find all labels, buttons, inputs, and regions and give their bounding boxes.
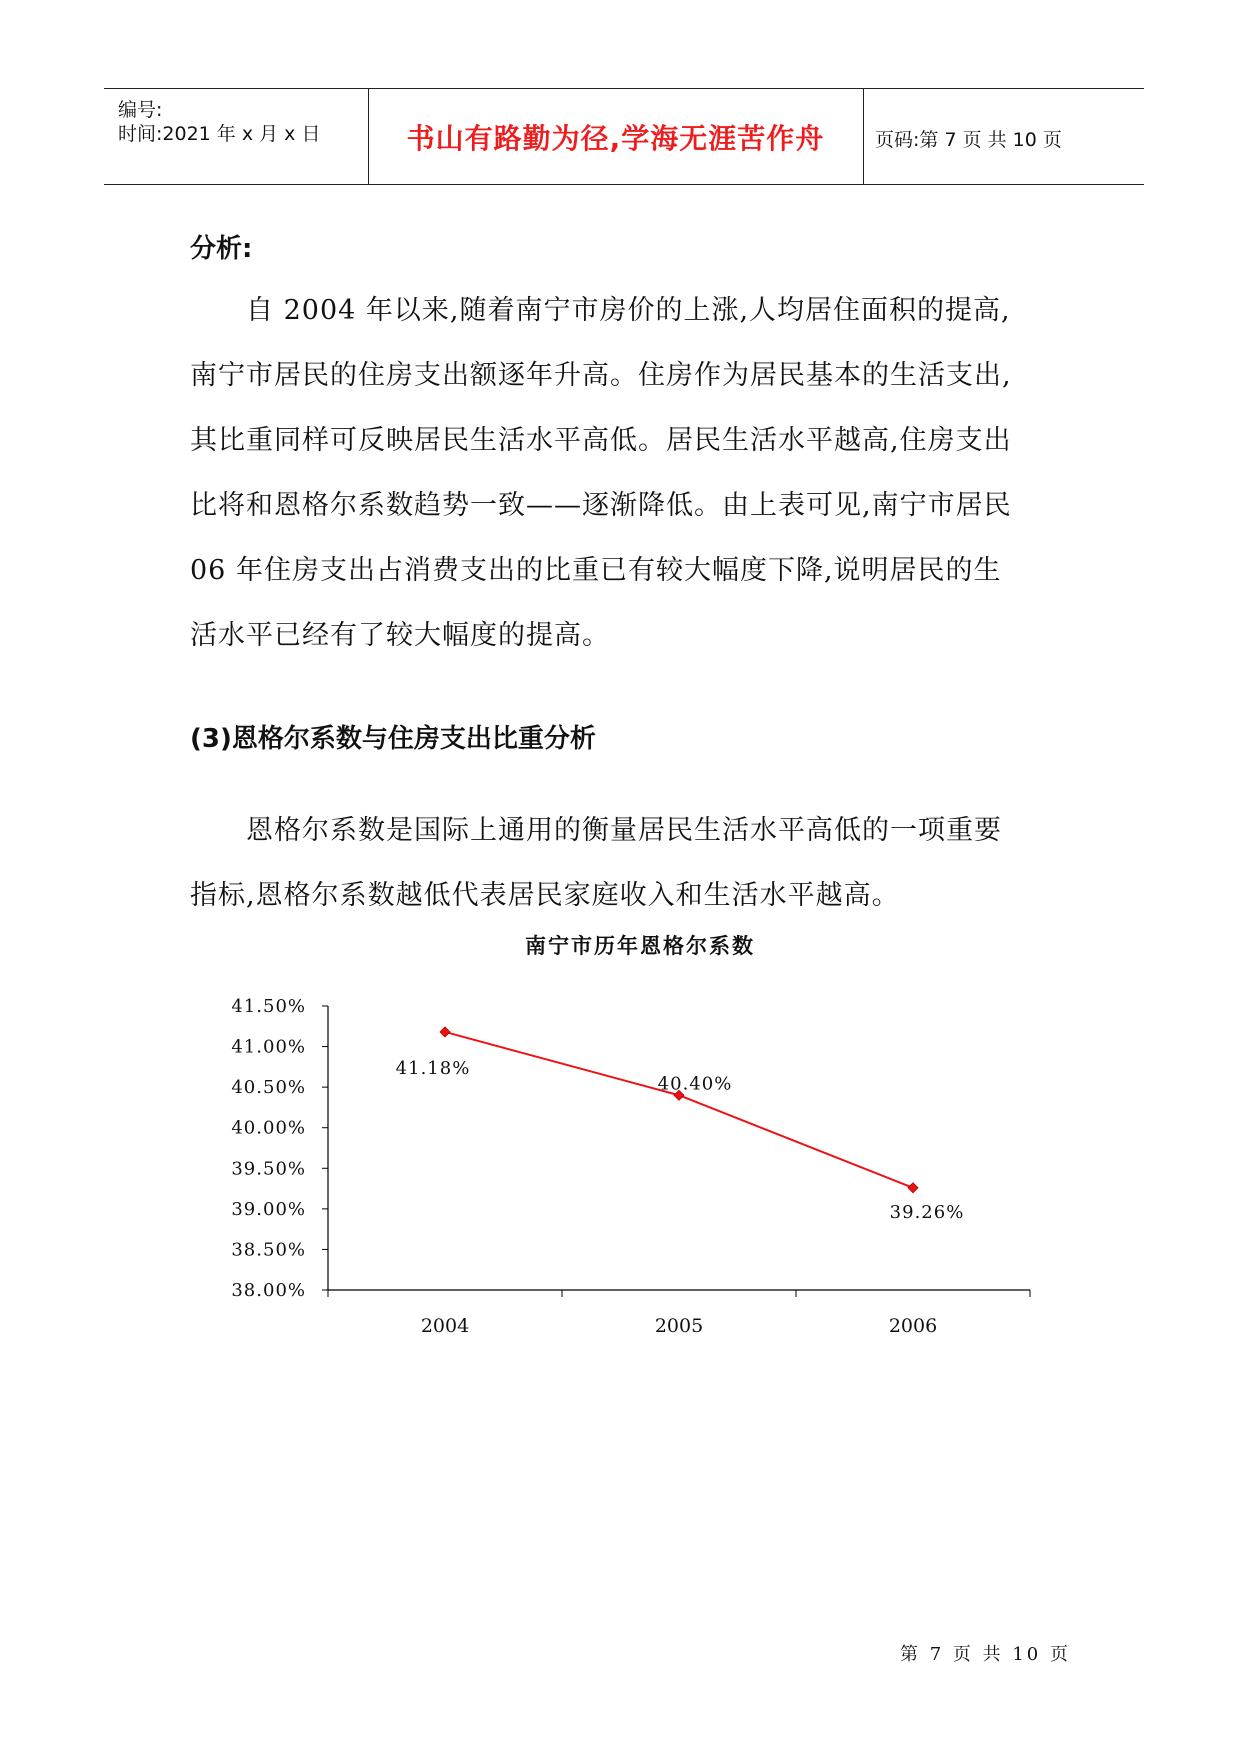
header-right-cell <box>863 89 1144 184</box>
y-tick-label: 38.50% <box>231 1239 306 1261</box>
x-tick-label: 2004 <box>420 1315 470 1337</box>
doc-number-label: 编号: <box>118 99 163 121</box>
y-tick-label: 38.00% <box>231 1280 306 1301</box>
y-tick-label: 40.00% <box>231 1117 306 1139</box>
y-tick-label: 39.00% <box>231 1198 306 1220</box>
y-tick-label: 40.50% <box>231 1077 306 1099</box>
paragraph-line: 比将和恩格尔系数趋势一致——逐渐降低。由上表可见,南宁市居民 <box>190 490 1012 521</box>
header-motto-cell <box>368 89 864 184</box>
page-header <box>104 88 1144 185</box>
x-tick-label: 2006 <box>888 1315 938 1337</box>
header-page-label: 页码:第 7 页 共 10 页 <box>875 129 1062 151</box>
paragraph-line: 活水平已经有了较大幅度的提高。 <box>190 620 610 651</box>
x-tick-label: 2005 <box>654 1315 704 1337</box>
header-motto: 书山有路勤为径,学海无涯苦作舟 <box>406 122 825 155</box>
paragraph-line: 其比重同样可反映居民生活水平高低。居民生活水平越高,住房支出 <box>190 425 1012 456</box>
y-tick-label: 41.50% <box>231 996 306 1017</box>
data-point-marker <box>908 1183 918 1193</box>
data-label: 40.40% <box>657 1073 733 1095</box>
data-label: 41.18% <box>395 1057 471 1079</box>
analysis-paragraph <box>190 278 1070 668</box>
engel-paragraph <box>190 798 1070 928</box>
section-heading-analysis: 分析: <box>190 234 253 264</box>
engel-coefficient-chart <box>190 930 1090 1350</box>
series-line <box>445 1032 913 1188</box>
paragraph-line: 指标,恩格尔系数越低代表居民家庭收入和生活水平越高。 <box>190 880 900 911</box>
chart-title: 南宁市历年恩格尔系数 <box>525 934 755 958</box>
data-point-marker <box>440 1027 450 1037</box>
header-left-cell <box>104 89 369 184</box>
y-tick-label: 39.50% <box>231 1158 306 1180</box>
data-label: 39.26% <box>889 1201 965 1223</box>
paragraph-line: 南宁市居民的住房支出额逐年升高。住房作为居民基本的生活支出, <box>190 360 1012 391</box>
paragraph-line: 恩格尔系数是国际上通用的衡量居民生活水平高低的一项重要 <box>246 815 1002 846</box>
paragraph-line: 06 年住房支出占消费支出的比重已有较大幅度下降,说明居民的生 <box>190 555 1002 586</box>
chart-plot <box>190 930 1090 1350</box>
section-heading-engel: (3)恩格尔系数与住房支出比重分析 <box>190 724 596 754</box>
doc-time-label: 时间:2021 年 x 月 x 日 <box>118 123 321 145</box>
footer-page-number: 第 7 页 共 10 页 <box>900 1644 1071 1665</box>
paragraph-line: 自 2004 年以来,随着南宁市房价的上涨,人均居住面积的提高, <box>246 295 1011 326</box>
y-tick-label: 41.00% <box>231 1036 306 1058</box>
